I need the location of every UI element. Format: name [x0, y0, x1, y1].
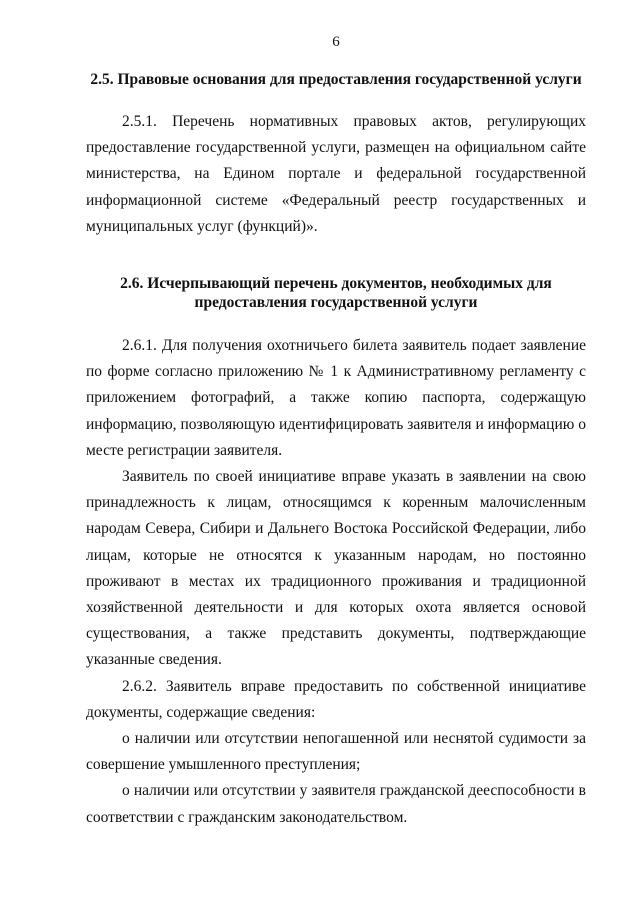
paragraph-2-6-1: 2.6.1. Для получения охотничьего билета заявитель подает заявление по форме согласно приложению № 1 к Административному регламенту с приложением фотографий, а также копию паспорта, содержащую информацию, позволяющую идентифицировать заявителя и информацию о месте регистрации заявителя. [86, 337, 586, 459]
paragraph-2-5-1: 2.5.1. Перечень нормативных правовых актов, регулирующих предоставление государственной услуги, размещен на официальном сайте министерства, на Едином портале и федеральной государственной информационной системе «Федеральный реестр государственных и муниципальных услуг (функций)». [86, 113, 586, 235]
section-2-6-heading [86, 274, 586, 312]
paragraph-criminal-record: о наличии или отсутствии непогашенной или неснятой судимости за совершение умышленного преступления; [86, 730, 586, 774]
section-2-6-heading-line2: предоставления государственной услуги [194, 294, 478, 312]
page-number: 6 [332, 34, 340, 50]
section-2-5-heading: 2.5. Правовые основания для предоставления государственной услуги [90, 71, 582, 88]
paragraph-applicant-initiative: Заявитель по своей инициативе вправе указать в заявлении на свою принадлежность к лицам, относящимся к коренным малочисленным народам Севера, Сибири и Дальнего Востока Российской Федерации, либо лицам, которые не относятся к указанным народам, но постоянно проживают в местах их традиционного проживания и традиционной хозяйственной деятельности и для которых охота является основой существования, а также представить документы, подтверждающие указанные сведения. [86, 468, 586, 669]
paragraph-2-6-2: 2.6.2. Заявитель вправе предоставить по собственной инициативе документы, содержащие сведения: [86, 677, 586, 721]
section-2-6-heading-line1: 2.6. Исчерпывающий перечень документов, необходимых для [120, 275, 552, 293]
paragraph-legal-capacity: о наличии или отсутствии у заявителя гражданской дееспособности в соответствии с гражданским законодательством. [86, 782, 586, 826]
